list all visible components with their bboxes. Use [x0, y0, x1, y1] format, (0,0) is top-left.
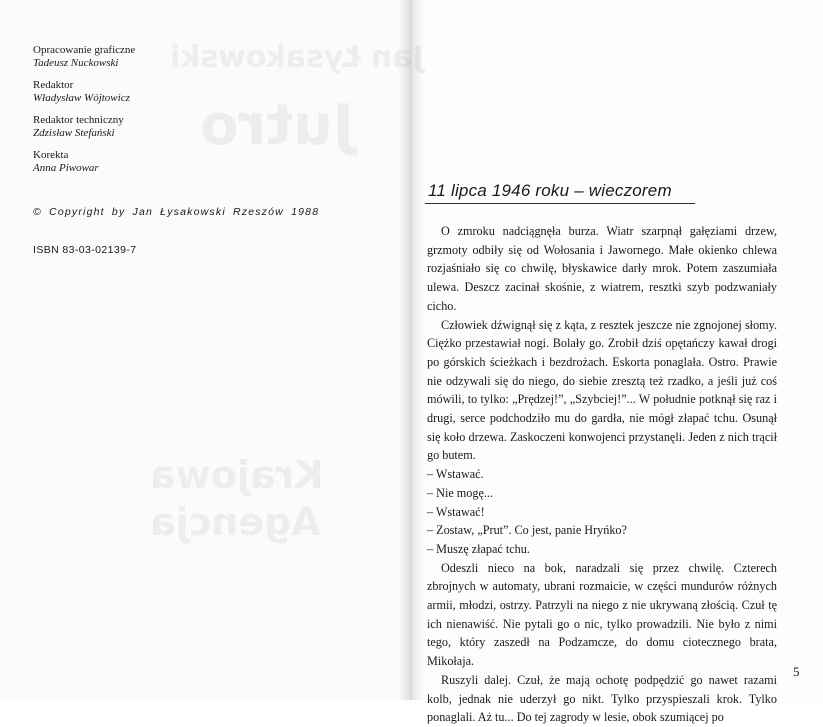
dialog-line: – Zostaw, „Prut”. Co jest, panie Hryńko?: [427, 523, 627, 538]
credit-technical-editor: [33, 114, 333, 140]
dialog-line: – Nie mogę...: [427, 485, 494, 500]
paragraph: O zmroku nadciągnęła burza. Wiatr szarpnął gałęziami drzew, grzmoty odbiły się od Wołosania i Jawornego. Małe okienko chlewa rozjaśniało się co chwilę, błyskawice darły mrok. Potem zaszumiała ulewa. Deszcz zacinał skośnie, z wiatrem, resztki szyb podzwaniały cicho.: [427, 224, 777, 313]
credits-block: [33, 44, 333, 184]
credit-role: Korekta: [33, 149, 69, 161]
credit-name: Anna Piwowar: [33, 162, 99, 174]
credit-role: Redaktor techniczny: [33, 114, 124, 126]
dialog-line: – Muszę złapać tchu.: [427, 541, 530, 556]
chapter-body: [427, 222, 777, 727]
credit-name: Tadeusz Nuckowski: [33, 57, 119, 69]
credit-role: Redaktor: [33, 79, 74, 91]
dialog-line: – Wstawać!: [427, 504, 485, 519]
book-gutter: [398, 0, 424, 700]
credit-proofreading: [33, 149, 333, 175]
paragraph: Człowiek dźwignął się z kąta, z resztek jeszcze nie zgnojonej słomy. Ciężko przestawiał nogi. Bolały go. Zrobił dziś opętańczy kawał drogi po górskich ścieżkach i bezdrożach. Eskorta ponaglała. Ostro. Prawie nie odzywali się do niego, do siebie zresztą też rzadko, a jeśli już coś mówili, to tylko: „Prędzej!”, „Szybciej!”... W południe potknął się raz i drugi, serce podchodziło mu do gardła, nie mógł złapać tchu. Osunął się koło drzewa. Zaskoczeni konwojenci przystanęli. Jeden z nich trącił go butem.: [427, 317, 777, 463]
credit-editor: [33, 79, 333, 105]
credit-name: Władysław Wójtowicz: [33, 92, 130, 104]
title-underline: [425, 203, 695, 204]
credit-name: Zdzisław Stefański: [33, 127, 115, 139]
paragraph: Odeszli nieco na bok, naradzali się przez chwilę. Czterech zbrojnych w automaty, ubrani rozmaicie, w części mundurów różnych armii, młodzi, ostrzy. Patrzyli na niego z nie ukrywaną złością. Czuł tę ich nienawiść. Nie pytali go o nic, tylko prowadzili. Nie było z nimi tego, który zaszedł na Podzamcze, do domu ciotecznego brata, Mikołaja.: [427, 560, 777, 669]
credit-graphic-design: [33, 44, 333, 70]
isbn-number: ISBN 83-03-02139-7: [33, 244, 137, 256]
dialog-line: – Wstawać.: [427, 467, 484, 482]
paragraph: Ruszyli dalej. Czuł, że mają ochotę podpędzić go nawet razami kolb, jednak nie uderzył go nikt. Tylko przyspieszali krok. Tylko ponaglali. Aż tu... Do tej zagrody w lesie, obok szumiącej po: [427, 672, 777, 725]
credit-role: Opracowanie graficzne: [33, 44, 136, 56]
page-number: 5: [793, 664, 800, 679]
chapter-title: 11 lipca 1946 roku – wieczorem: [428, 181, 672, 200]
copyright-notice: © Copyright by Jan Łysakowski Rzeszów 1988: [33, 206, 320, 218]
